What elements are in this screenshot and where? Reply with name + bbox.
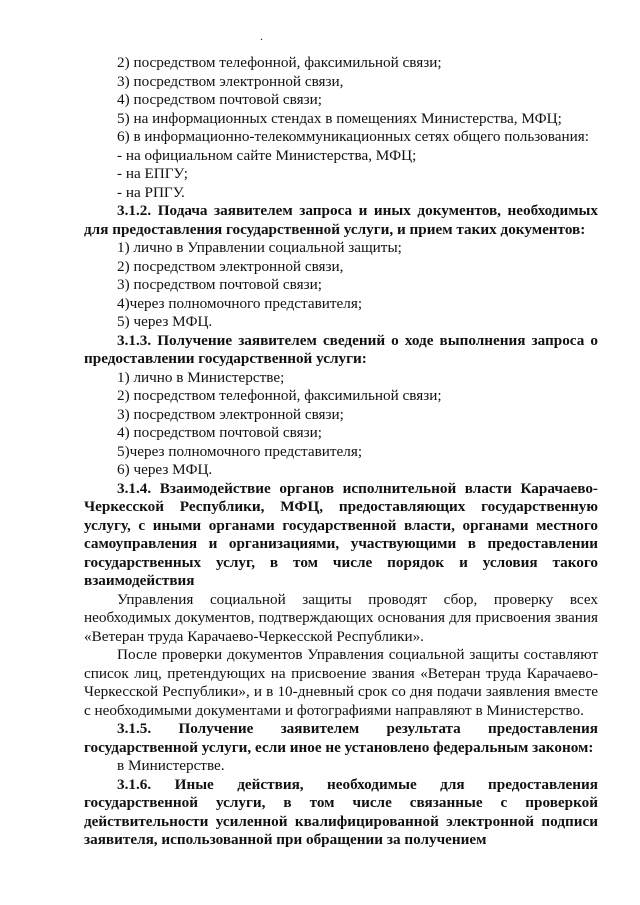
list-item: 4)через полномочного представителя; (117, 294, 363, 312)
list-item: - на официальном сайте Министерства, МФЦ; (117, 146, 417, 164)
list-item: 1) лично в Управлении социальной защиты; (117, 239, 402, 256)
list-item: - на РПГУ. (117, 183, 185, 201)
list-item: 2) посредством телефонной, факсимильной связи; (117, 54, 442, 71)
list-item: 4) посредством почтовой связи; (117, 91, 322, 108)
list-item: 6) через МФЦ. (117, 461, 213, 478)
list-item: 2) посредством телефонной, факсимильной связи; (117, 387, 442, 404)
list-item: 4) посредством почтовой связи; (117, 424, 322, 441)
paragraph: После проверки документов Управления социальной защиты составляют список лиц, претендующих на присвоение звания «Ветеран труда Карачаево-Черкесской Республики», и в 10-дневный срок со дня подачи заявления вместе с необходимыми документами и фотографиями направляют в Министерство. (84, 646, 598, 719)
section-heading-3-1-2: 3.1.2. Подача заявителем запроса и иных документов, необходимых для предоставления государственной услуги, и прием таких документов: (84, 202, 598, 238)
list-item: 5) на информационных стендах в помещениях Министерства, МФЦ; (117, 109, 562, 127)
list-item: - на ЕПГУ; (117, 165, 188, 182)
section-heading-3-1-4: 3.1.4. Взаимодействие органов исполнительной власти Карачаево-Черкесской Республики, МФЦ, предоставляющих государственную услугу, с иными органами государственной власти, органами местного самоуправления и организациями, участвующими в предоставлении государственных услуг, в том числе порядок и условия такого взаимодействия (84, 479, 598, 589)
document-body (84, 54, 598, 850)
section-heading-3-1-6: 3.1.6. Иные действия, необходимые для предоставления государственной услуги, в том числе связанные с проверкой действительности усиленной квалифицированной электронной подписи заявителя, использованной при обращении за получением (84, 775, 598, 848)
section-heading-3-1-3: 3.1.3. Получение заявителем сведений о ходе выполнения запроса о предоставлении государственной услуги: (84, 331, 598, 367)
page-dot-mark: . (260, 29, 263, 43)
list-item: 5) через МФЦ. (117, 313, 213, 330)
section-heading-3-1-5: 3.1.5. Получение заявителем результата предоставления государственной услуги, если иное не установлено федеральным законом: (84, 720, 598, 756)
list-item: 6) в информационно-телекоммуникационных сетях общего пользования: (117, 128, 589, 145)
list-item: 3) посредством электронной связи; (117, 405, 344, 423)
list-item: 5)через полномочного представителя; (117, 442, 363, 460)
list-item: 3) посредством почтовой связи; (117, 276, 322, 293)
paragraph: Управления социальной защиты проводят сбор, проверку всех необходимых документов, подтверждающих основания для присвоения звания «Ветеран труда Карачаево-Черкесской Республики». (84, 590, 598, 645)
list-item: 3) посредством электронной связи, (117, 72, 344, 90)
list-item: в Министерстве. (117, 757, 225, 774)
list-item: 1) лично в Министерстве; (117, 368, 285, 386)
list-item: 2) посредством электронной связи, (117, 257, 344, 275)
